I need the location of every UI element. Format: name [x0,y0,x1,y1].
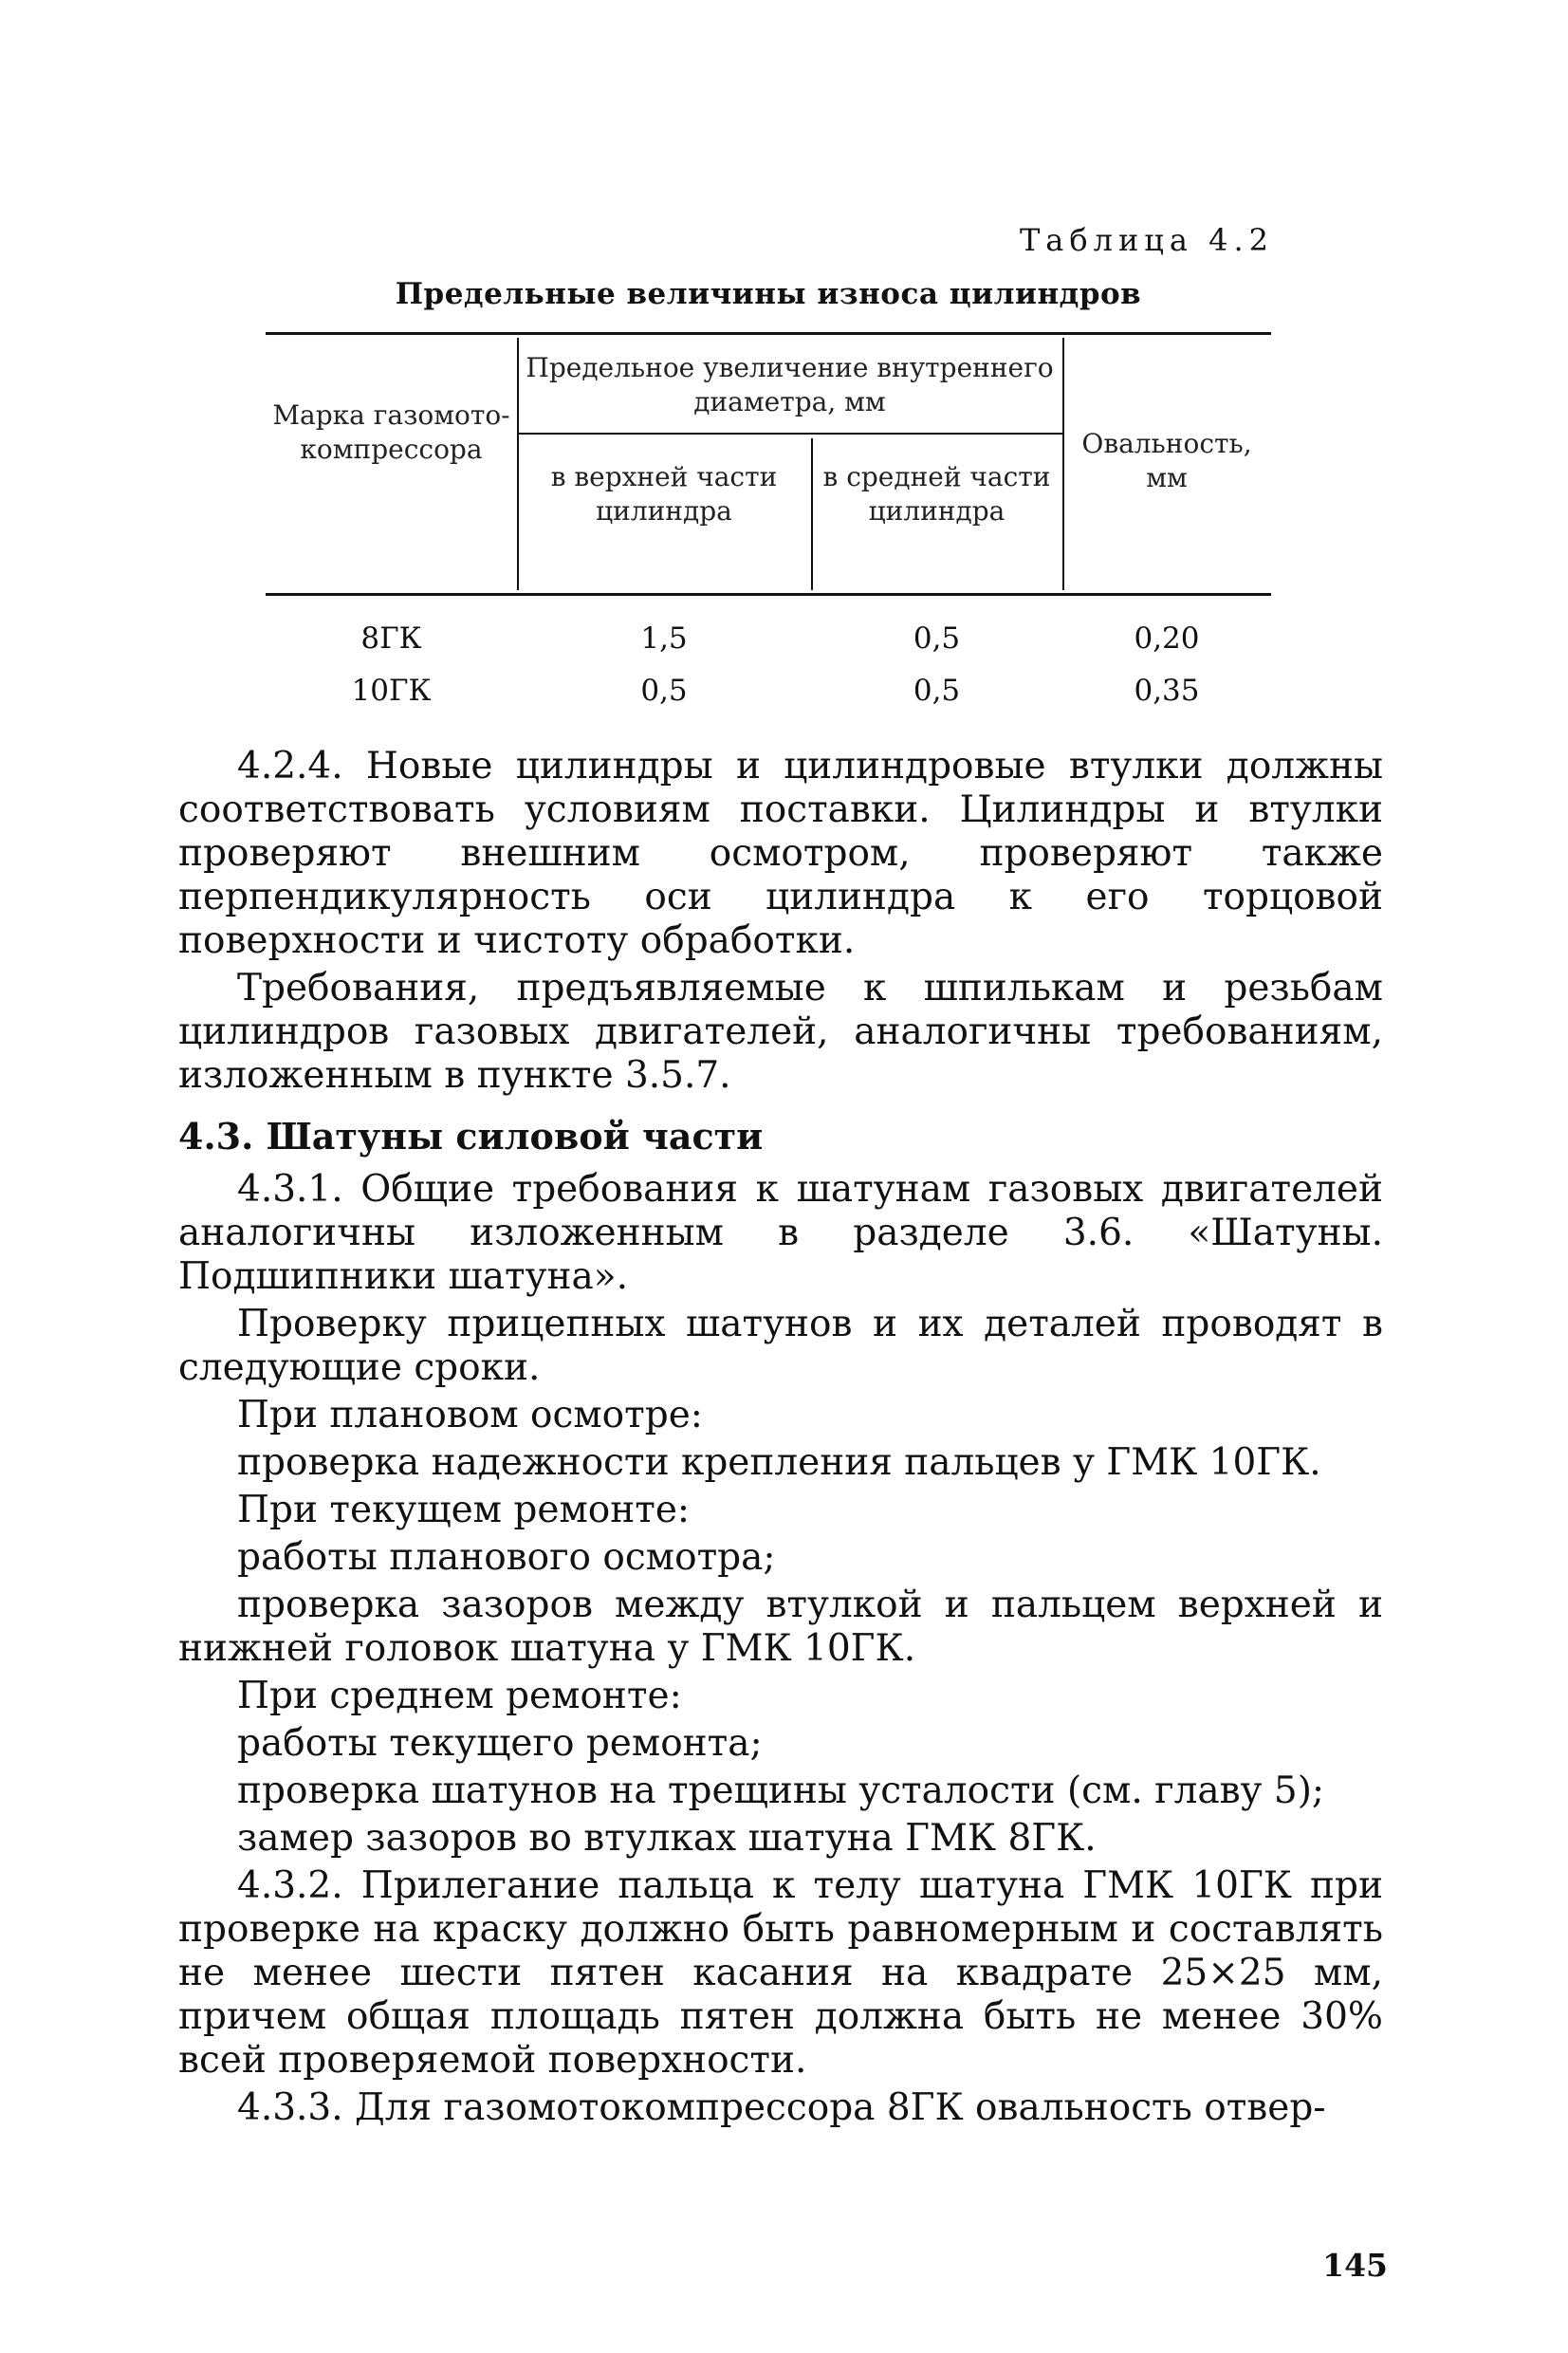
paragraph-inspection-terms: Проверку прицепных шатунов и их деталей проводят в следующие сроки. [178,1303,1383,1389]
cell-middle: 0,5 [913,674,961,708]
cell-middle: 0,5 [913,621,961,656]
header-middle-part: в средней части цилиндра [822,461,1051,527]
paragraph-planned-works: работы планового осмотра; [237,1536,776,1579]
table-title: Предельные величины износа цилиндров [395,277,1142,311]
paragraph-clearance-check: проверка зазоров между втулкой и пальцем верхней и нижней головок шатуна у ГМК 10ГК. [178,1584,1383,1670]
section-heading-4-3: 4.3. Шатуны силовой части [178,1115,764,1158]
table-row [266,674,1271,719]
paragraph-4-3-1: 4.3.1. Общие требования к шатунам газовых двигателей аналогичны изложенным в разделе 3.6. «Шатуны. Подшипники шатуна». [178,1168,1383,1298]
table-group-rule [517,433,1062,435]
table-top-rule [266,332,1271,335]
header-diameter-increase: Предельное увеличение внутреннего диаметра, мм [526,352,1054,417]
cell-ovality: 0,35 [1134,674,1200,708]
table-header-rule [266,593,1271,596]
paragraph-clearance-measure: замер зазоров во втулках шатуна ГМК 8ГК. [237,1817,1097,1860]
wear-limits-table [266,332,1271,721]
header-compressor-mark: Марка газомото-компрессора [272,399,510,465]
paragraph-stud-requirements: Требования, предъявляемые к шпилькам и резьбам цилиндров газовых двигателей, аналогичны требованиям, изложенным в пункте 3.5.7. [178,967,1383,1097]
paragraph-current-works: работы текущего ремонта; [237,1722,763,1765]
paragraph-4-2-4: 4.2.4. Новые цилиндры и цилиндровые втулки должны соответствовать условиям поставки. Цилиндры и втулки проверяют внешним осмотром, проверяют также перпендикулярность оси цилиндра к его торцовой поверхности и чистоту обработки. [178,745,1383,962]
paragraph-4-3-3: 4.3.3. Для газомотокомпрессора 8ГК овальность отвер- [237,2086,1326,2129]
paragraph-current-repair: При текущем ремонте: [237,1489,691,1531]
header-upper-part: в верхней части цилиндра [550,461,778,527]
cell-ovality: 0,20 [1134,621,1200,656]
cell-mark: 8ГК [360,621,422,656]
cell-mark: 10ГК [351,674,432,708]
paragraph-4-3-2: 4.3.2. Прилегание пальца к телу шатуна ГМК 10ГК при проверке на краску должно быть равномерным и составлять не менее шести пятен касания на квадрате 25×25 мм, причем общая площадь пятен должна быть не менее 30% всей проверяемой поверхности. [178,1864,1383,2082]
cell-upper: 1,5 [640,621,688,656]
paragraph-medium-repair: При среднем ремонте: [237,1675,682,1717]
cell-upper: 0,5 [640,674,688,708]
paragraph-crack-check: проверка шатунов на трещины усталости (см. главу 5); [237,1769,1325,1812]
paragraph-pin-check: проверка надежности крепления пальцев у ГМК 10ГК. [237,1441,1321,1484]
body-text [178,745,1383,2130]
table-label: Таблица 4.2 [1019,222,1274,258]
page-number: 145 [1322,2247,1388,2284]
header-ovality: Овальность, мм [1081,428,1252,493]
paragraph-planned-inspection: При плановом осмотре: [237,1394,703,1436]
table-row [266,621,1271,667]
